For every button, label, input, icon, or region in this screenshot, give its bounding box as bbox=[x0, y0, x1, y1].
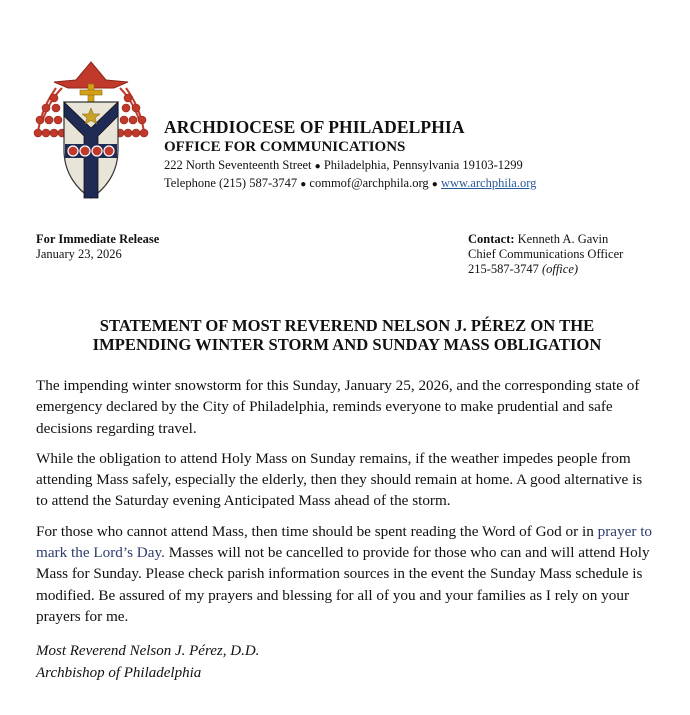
website-link[interactable]: www.archphila.org bbox=[440, 176, 537, 190]
paragraph-2: While the obligation to attend Holy Mass on Sunday remains, if the weather impedes people from attending Mass safely, especially the elderly, then they should remain at home. A good alternative is to attend the Saturday evening Anticipated Mass ahead of the storm. bbox=[36, 449, 643, 510]
signature bbox=[36, 641, 259, 684]
city-address: Philadelphia, Pennsylvania 19103-1299 bbox=[323, 158, 523, 172]
release-info bbox=[36, 232, 159, 262]
statement-body bbox=[36, 375, 656, 636]
contact-name-line bbox=[468, 232, 623, 247]
paragraph-1: The impending winter snowstorm for this Sunday, January 25, 2026, and the corresponding state of emergency declared by the City of Philadelphia, reminds everyone to make prudential and safe decisions regarding travel. bbox=[36, 377, 640, 437]
paragraph-3-highlight: prayer to mark the Lord’s Day. bbox=[36, 522, 653, 562]
contact-phone-line bbox=[468, 262, 623, 277]
release-label: For Immediate Release bbox=[36, 232, 160, 246]
office-name: OFFICE FOR COMMUNICATIONS bbox=[164, 139, 406, 155]
signature-title: Archbishop of Philadelphia bbox=[36, 664, 202, 681]
contact-phone-note: (office) bbox=[541, 262, 579, 276]
statement-title bbox=[20, 316, 674, 354]
contact-phone: 215-587-3747 bbox=[468, 262, 539, 276]
contact-info bbox=[468, 232, 623, 277]
telephone: Telephone (215) 587-3747 bbox=[164, 176, 298, 190]
tassels-right bbox=[116, 88, 148, 137]
signature-name: Most Reverend Nelson J. Pérez, D.D. bbox=[36, 643, 260, 659]
contact-label: Contact: bbox=[468, 232, 515, 246]
bullet-icon: ● bbox=[300, 179, 307, 190]
tassels-left bbox=[34, 88, 66, 137]
paragraph-3-part-2: Masses will not be cancelled to provide for those who can and will attend Holy Mass for Sunday. Please check parish information sources in the event the Sunday Mass schedule is modified. Be assured of my prayers and blessing for all of you and your families as I rely on your prayers for me. bbox=[36, 544, 650, 625]
archdiocese-crest-logo bbox=[32, 58, 150, 208]
release-date: January 23, 2026 bbox=[36, 247, 122, 261]
paragraph-3-part-1: For those who cannot attend Mass, then time should be spent reading the Word of God or in bbox=[36, 522, 598, 540]
address-line bbox=[164, 157, 536, 175]
street-address: 222 North Seventeenth Street bbox=[164, 158, 312, 172]
bullet-icon: ● bbox=[314, 161, 321, 172]
paragraph-3 bbox=[36, 521, 656, 627]
email: commof@archphila.org bbox=[309, 176, 429, 190]
contact-name: Kenneth A. Gavin bbox=[517, 232, 609, 246]
contact-title: Chief Communications Officer bbox=[468, 247, 624, 261]
bullet-icon: ● bbox=[431, 179, 438, 190]
contact-line bbox=[164, 175, 536, 193]
title-line-2: IMPENDING WINTER STORM AND SUNDAY MASS OBLIGATION bbox=[92, 335, 602, 354]
org-name: ARCHDIOCESE OF PHILADELPHIA bbox=[164, 117, 465, 137]
org-header bbox=[164, 117, 536, 193]
title-line-1: STATEMENT OF MOST REVEREND NELSON J. PÉREZ ON THE bbox=[99, 316, 595, 335]
